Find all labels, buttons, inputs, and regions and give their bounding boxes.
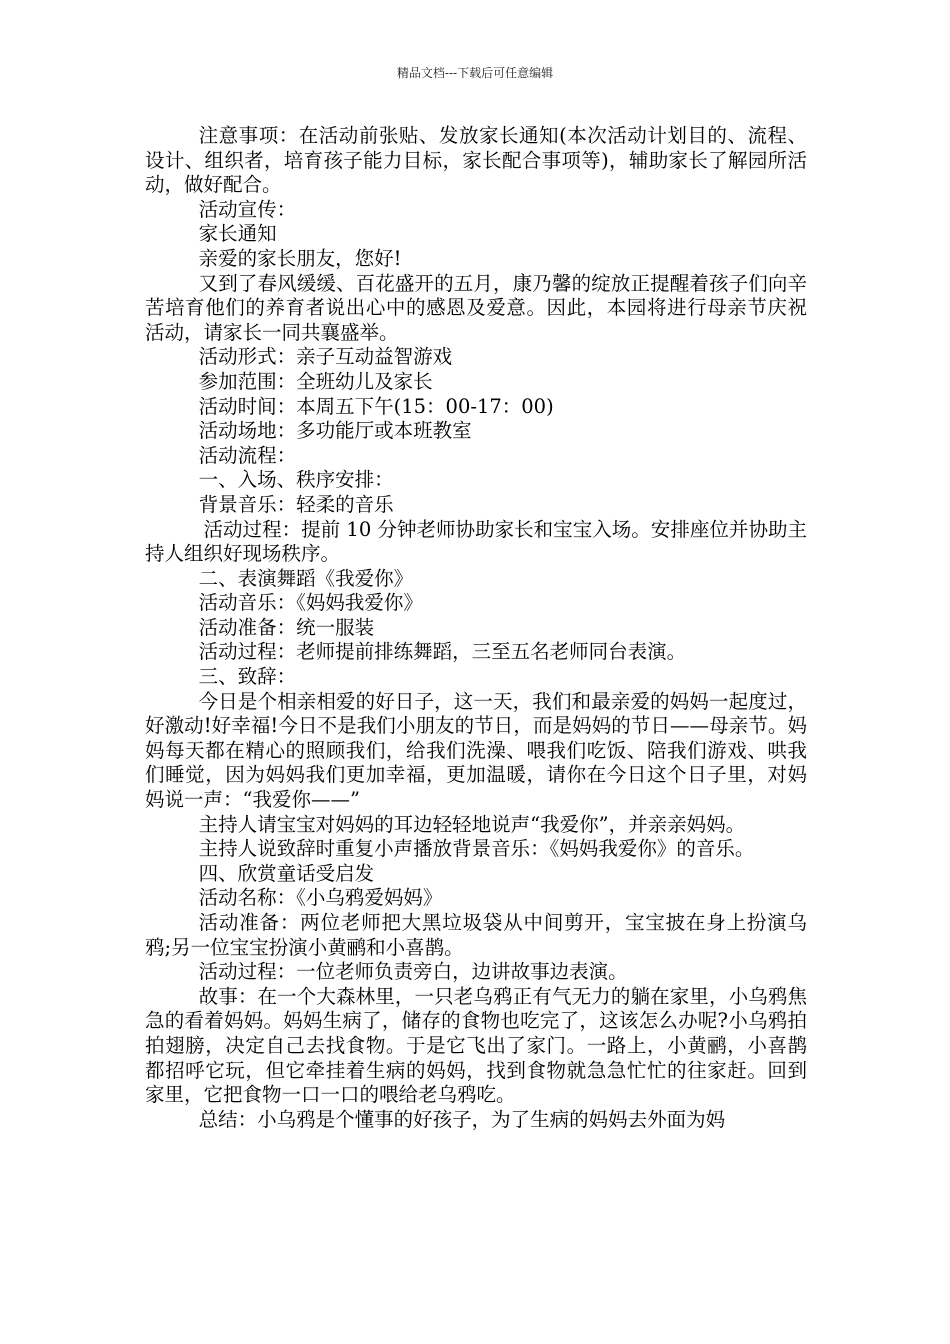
paragraph-story: 故事：在一个大森林里，一只老乌鸦正有气无力的躺在家里，小乌鸦焦急的看着妈妈。妈妈生病了，储存的食物也吃完了，这该怎么办呢?小乌鸦拍拍翅膀，决定自己去找食物。于是它飞出了家门。一路上，小黄鹂，小喜鹊都招呼它玩，但它牵挂着生病的妈妈，找到食物就急急忙忙的往家赶。回到家里，它把食物一口一口的喂给老乌鸦吃。 (145, 984, 807, 1107)
paragraph-section-4: 四、欣赏童话受启发 (198, 861, 375, 885)
paragraph-participants: 参加范围：全班幼儿及家长 (198, 369, 433, 393)
paragraph-promotion-heading: 活动宣传： (198, 197, 297, 221)
paragraph-section-1: 一、入场、秩序安排： (198, 468, 394, 492)
paragraph-process-2: 活动过程：老师提前排练舞蹈，三至五名老师同台表演。 (198, 640, 687, 664)
paragraph-activity-music: 活动音乐：《妈妈我爱你》 (198, 591, 423, 615)
paragraph-speech: 今日是个相亲相爱的好日子，这一天，我们和最亲爱的妈妈一起度过，好激动!好幸福!今日不是我们小朋友的节日，而是妈妈的节日——母亲节。妈妈每天都在精心的照顾我们，给我们洗澡、喂我们吃饭、陪我们游戏、哄我们睡觉，因为妈妈我们更加幸福，更加温暖，请你在今日这个日子里，对妈妈说一声：“我爱你——” (145, 689, 807, 812)
paragraph-greeting: 亲爱的家长朋友，您好! (198, 246, 402, 270)
paragraph-activity-form: 活动形式：亲子互动益智游戏 (198, 345, 453, 369)
paragraph-parent-notice-title: 家长通知 (198, 222, 277, 246)
paragraph-preparation-1: 活动准备：统一服装 (198, 615, 375, 639)
paragraph-background-music: 背景音乐：轻柔的音乐 (198, 492, 394, 516)
paragraph-preparation-2: 活动准备：两位老师把大黑垃圾袋从中间剪开，宝宝披在身上扮演乌鸦;另一位宝宝扮演小黄鹂和小喜鹊。 (145, 911, 807, 959)
paragraph-summary: 总结：小乌鸦是个懂事的好孩子，为了生病的妈妈去外面为妈 (198, 1107, 726, 1131)
paragraph-activity-venue: 活动场地：多功能厅或本班教室 (198, 419, 472, 443)
paragraph-host-music: 主持人说致辞时重复小声播放背景音乐：《妈妈我爱你》的音乐。 (198, 837, 755, 861)
document-body (145, 124, 807, 1132)
paragraph-intro: 又到了春风缓缓、百花盛开的五月，康乃馨的绽放正提醒着孩子们向辛苦培育他们的养育者说出心中的感恩及爱意。因此，本园将进行母亲节庆祝活动，请家长一同共襄盛举。 (145, 271, 807, 344)
paragraph-process-heading: 活动流程： (198, 443, 297, 467)
paragraph-section-3: 三、致辞： (198, 665, 297, 689)
paragraph-activity-time: 活动时间：本周五下午(15：00-17：00) (198, 394, 554, 418)
page-header: 精品文档---下载后可任意编辑 (396, 66, 554, 80)
paragraph-process-1: 活动过程：提前 10 分钟老师协助家长和宝宝入场。安排座位并协助主持人组织好现场秩序。 (145, 517, 807, 566)
paragraph-process-3: 活动过程：一位老师负责旁白，边讲故事边表演。 (198, 960, 628, 984)
paragraph-section-2: 二、表演舞蹈《我爱你》 (198, 566, 414, 590)
paragraph-notes: 注意事项：在活动前张贴、发放家长通知(本次活动计划目的、流程、设计、组织者，培育孩子能力目标，家长配合事项等)，辅助家长了解园所活动，做好配合。 (145, 124, 807, 197)
paragraph-host-kiss: 主持人请宝宝对妈妈的耳边轻轻地说声“我爱你”，并亲亲妈妈。 (198, 812, 746, 836)
paragraph-activity-name: 活动名称：《小乌鸦爱妈妈》 (198, 886, 443, 910)
